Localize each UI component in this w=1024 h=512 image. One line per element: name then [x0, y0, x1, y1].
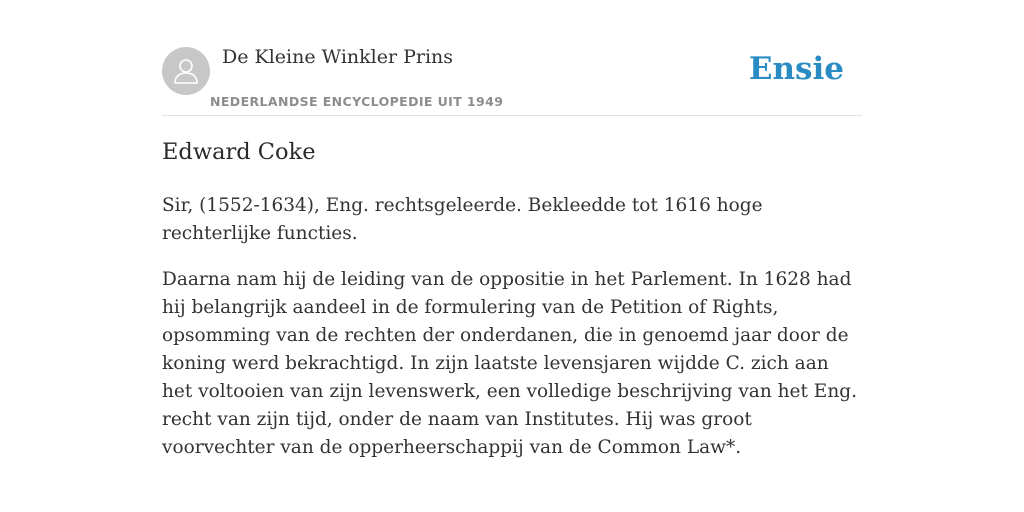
brand-logo[interactable]: Ensie: [748, 51, 844, 87]
user-icon: [171, 56, 201, 86]
entry-body: [162, 192, 862, 480]
entry-paragraph: Daarna nam hij de leiding van de oppositie in het Parlement. In 1628 had hij belangrijk aandeel in de formulering van de Petition of Rights, opsomming van de rechten der onderdanen, die in genoemd jaar door de koning werd bekrachtigd. In zijn laatste levensjaren wijdde C. zich aan het voltooien van zijn levenswerk, een volledige beschrijving van het Eng. recht van zijn tijd, onder de naam van Institutes. Hij was groot voorvechter van de opperheerschappij van de Common Law*.: [162, 269, 857, 458]
entry-title: Edward Coke: [162, 139, 316, 165]
source-header: [162, 44, 862, 116]
source-title[interactable]: De Kleine Winkler Prins: [222, 46, 454, 68]
avatar[interactable]: [162, 47, 210, 95]
entry-paragraph: Sir, (1552-1634), Eng. rechtsgeleerde. Bekleedde tot 1616 hoge rechterlijke functies.: [162, 195, 763, 244]
source-subtitle: NEDERLANDSE ENCYCLOPEDIE UIT 1949: [210, 94, 504, 109]
